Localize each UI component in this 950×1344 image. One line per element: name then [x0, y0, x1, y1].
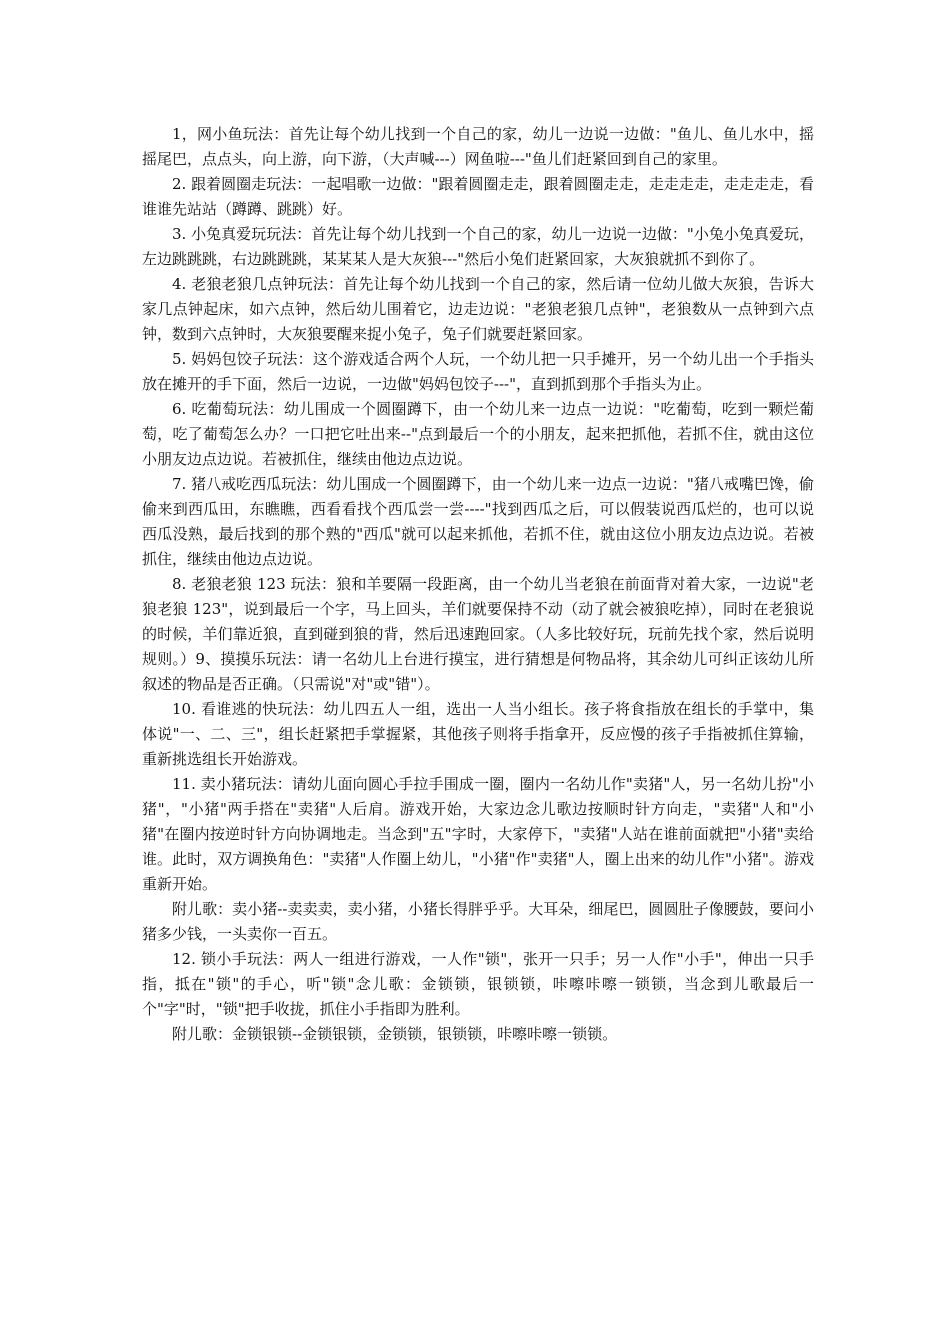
game-paragraph-1: 1，网小鱼玩法：首先让每个幼儿找到一个自己的家，幼儿一边说一边做："鱼儿、鱼儿水中，摇摇尾巴，点点头，向上游，向下游，（大声喊---）网鱼啦---"鱼儿们赶紧回到自己的家里。 [142, 125, 814, 168]
game-paragraph-11: 11. 卖小猪玩法：请幼儿面向圆心手拉手围成一圈，圈内一名幼儿作"卖猪"人，另一名幼儿扮"小猪"，"小猪"两手搭在"卖猪"人后肩。游戏开始，大家边念儿歌边按顺时针方向走，"卖猪"人和"小猪"在圈内按逆时针方向协调地走。当念到"五"字时，大家停下，"卖猪"人站在谁前面就把"小猪"卖给谁。此时，双方调换角色："卖猪"人作圈上幼儿，"小猪"作"卖猪"人，圈上出来的幼儿作"小猪"。游戏重新开始。 [142, 775, 814, 893]
game-paragraph-7: 7. 猪八戒吃西瓜玩法：幼儿围成一个圆圈蹲下，由一个幼儿来一边点一边说："猪八戒嘴巴馋，偷偷来到西瓜田，东瞧瞧，西看看找个西瓜尝一尝----"找到西瓜之后，可以假装说西瓜烂的，也可以说西瓜没熟，最后找到的那个熟的"西瓜"就可以起来抓他，若抓不住，就由这位小朋友边点边说。若被抓住，继续由他边点边说。 [142, 475, 814, 568]
rhyme-paragraph-12: 附儿歌：金锁银锁--金锁银锁，金锁锁，银锁锁，咔嚓咔嚓一锁锁。 [172, 1025, 618, 1043]
game-paragraph-3: 3. 小兔真爱玩玩法：首先让每个幼儿找到一个自己的家，幼儿一边说一边做："小兔小兔真爱玩，左边跳跳跳，右边跳跳跳，某某某人是大灰狼---"然后小兔们赶紧回家，大灰狼就抓不到你了。 [142, 225, 814, 268]
game-paragraph-6: 6. 吃葡萄玩法：幼儿围成一个圆圈蹲下，由一个幼儿来一边点一边说："吃葡萄，吃到一颗烂葡萄，吃了葡萄怎么办？一口把它吐出来--"点到最后一个的小朋友，起来把抓他，若抓不住，就由这位小朋友边点边说。若被抓住，继续由他边点边说。 [142, 400, 814, 468]
game-paragraph-5: 5. 妈妈包饺子玩法：这个游戏适合两个人玩，一个幼儿把一只手摊开，另一个幼儿出一个手指头放在摊开的手下面，然后一边说，一边做"妈妈包饺子---"，直到抓到那个手指头为止。 [142, 350, 814, 393]
game-paragraph-4: 4. 老狼老狼几点钟玩法：首先让每个幼儿找到一个自己的家，然后请一位幼儿做大灰狼，告诉大家几点钟起床，如六点钟，然后幼儿围着它，边走边说："老狼老狼几点钟"，老狼数从一点钟到六点钟，数到六点钟时，大灰狼要醒来捉小兔子，兔子们就要赶紧回家。 [142, 275, 814, 343]
game-paragraph-10: 10. 看谁逃的快玩法：幼儿四五人一组，选出一人当小组长。孩子将食指放在组长的手掌中，集体说"一、二、三"，组长赶紧把手掌握紧，其他孩子则将手指拿开，反应慢的孩子手指被抓住算输，重新挑选组长开始游戏。 [142, 700, 814, 768]
game-paragraph-8-9: 8. 老狼老狼 123 玩法：狼和羊要隔一段距离，由一个幼儿当老狼在前面背对着大家，一边说"老狼老狼 123"，说到最后一个字，马上回头，羊们就要保持不动（动了就会被狼吃掉），同时在老狼说的时候，羊们靠近狼，直到碰到狼的背，然后迅速跑回家。（人多比较好玩，玩前先找个家，然后说明规则。）9、摸摸乐玩法：请一名幼儿上台进行摸宝，进行猜想是何物品将，其余幼儿可纠正该幼儿所叙述的物品是否正确。（只需说"对"或"错"）。 [142, 575, 814, 693]
document-body [142, 122, 814, 1047]
game-paragraph-2: 2. 跟着圆圈走玩法：一起唱歌一边做："跟着圆圈走走，跟着圆圈走走，走走走走，走走走走，看谁谁先站站（蹲蹲、跳跳）好。 [142, 175, 814, 218]
game-paragraph-12: 12. 锁小手玩法：两人一组进行游戏，一人作"锁"，张开一只手；另一人作"小手"，伸出一只手指，抵在"锁"的手心，听"锁"念儿歌：金锁锁，银锁锁，咔嚓咔嚓一锁锁，当念到儿歌最后一个"字"时，"锁"把手收拢，抓住小手指即为胜利。 [142, 950, 814, 1018]
rhyme-paragraph-11: 附儿歌：卖小猪--卖卖卖，卖小猪，小猪长得胖乎乎。大耳朵，细尾巴，圆圆肚子像腰鼓，要问小猪多少钱，一头卖你一百五。 [142, 900, 814, 943]
